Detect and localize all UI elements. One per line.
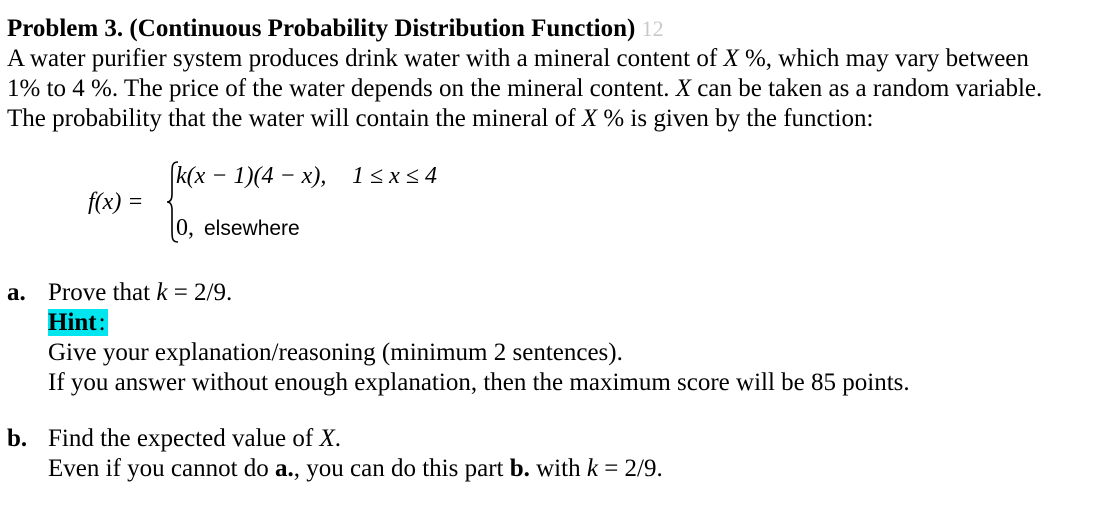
intro-line-2 [7, 74, 1042, 104]
part-b-bold-ref: a. [275, 455, 294, 482]
variable-x: X [319, 425, 335, 452]
part-b-text: , you can do this part [293, 455, 510, 482]
part-b-text: Find the expected value of [48, 425, 320, 452]
hint-colon: : [98, 309, 106, 336]
part-a-text: Prove that [48, 279, 157, 306]
part-a-line-3: If you answer without enough explanation, then the maximum score will be 85 points. [48, 369, 910, 396]
intro-line-3 [7, 104, 873, 134]
part-a-label: a. [7, 279, 26, 306]
variable-x: X [675, 75, 692, 102]
function-lhs: f(x) = [88, 189, 144, 215]
function-case-2 [176, 215, 300, 242]
part-a-text: = 2/9. [167, 279, 233, 306]
intro-text: %, which may vary between [738, 45, 1029, 72]
variable-x: X [723, 45, 739, 72]
part-b-bold-ref: b. [509, 455, 530, 482]
part-b-label: b. [7, 425, 28, 452]
function-case-1 [176, 163, 437, 190]
problem-points: 12 [641, 16, 664, 41]
part-b-text: . [334, 425, 341, 452]
problem-title-text: Problem 3. (Continuous Probability Distribution Function) [7, 15, 636, 42]
case-2-condition: elsewhere [204, 217, 300, 240]
part-a-line-2: Give your explanation/reasoning (minimum 2 sentences). [48, 339, 623, 366]
case-1-condition: 1 ≤ x ≤ 4 [352, 163, 437, 189]
part-a-line-1 [48, 278, 232, 308]
variable-x: X [581, 105, 598, 132]
intro-text: 1% to 4 %. The price of the water depends on the mineral content. [7, 75, 676, 102]
intro-text: % is given by the function: [597, 105, 874, 132]
part-b-line-2 [48, 454, 663, 484]
problem-title [7, 14, 664, 44]
intro-text: The probability that the water will contain the mineral of [7, 105, 582, 132]
hint-line [48, 308, 108, 338]
part-b-text: Even if you cannot do [48, 455, 276, 482]
case-2-value: 0, [176, 215, 194, 241]
variable-k: k [156, 279, 168, 306]
intro-line-1 [7, 44, 1029, 74]
variable-k: k [586, 455, 598, 482]
part-b-text: with [529, 455, 587, 482]
part-b-text: = 2/9. [597, 455, 663, 482]
case-1-expression: k(x − 1)(4 − x), [176, 163, 327, 189]
hint-label: Hint [48, 309, 97, 336]
intro-text: can be taken as a random variable. [691, 75, 1043, 102]
part-b-line-1 [48, 424, 341, 454]
intro-text: A water purifier system produces drink water with a mineral content of [7, 45, 724, 72]
